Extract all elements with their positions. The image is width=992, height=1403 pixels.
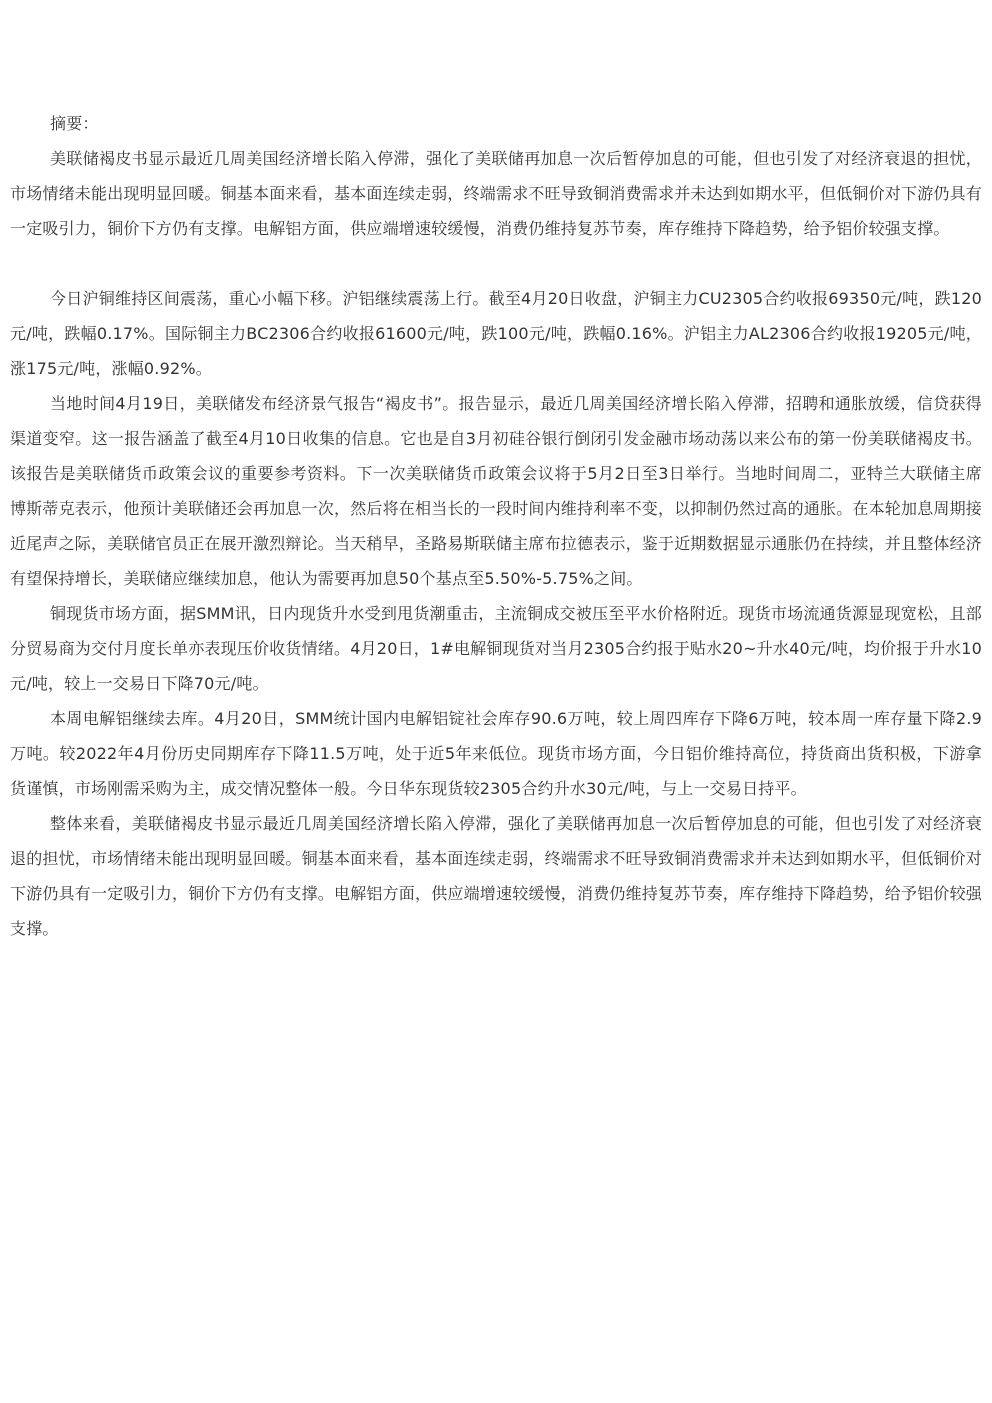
document-page [10, 106, 982, 946]
summary-heading: 摘要： [50, 114, 99, 133]
aluminum-inventory-paragraph: 本周电解铝继续去库。4月20日，SMM统计国内电解铝锭社会库存90.6万吨，较上周四库存下降6万吨，较本周一库存量下降2.9万吨。较2022年4月份历史同期库存下降11.5万吨，处于近5年来低位。现货市场方面，今日铝价维持高位，持货商出货积极，下游拿货谨慎，市场刚需采购为主，成交情况整体一般。今日华东现货较2305合约升水30元/吨，与上一交易日持平。 [10, 709, 982, 798]
market-close-paragraph: 今日沪铜维持区间震荡，重心小幅下移。沪铝继续震荡上行。截至4月20日收盘，沪铜主力CU2305合约收报69350元/吨，跌120元/吨，跌幅0.17%。国际铜主力BC2306合约收报61600元/吨，跌100元/吨，跌幅0.16%。沪铝主力AL2306合约收报19205元/吨，涨175元/吨，涨幅0.92%。 [10, 289, 982, 378]
copper-spot-paragraph: 铜现货市场方面，据SMM讯，日内现货升水受到甩货潮重击，主流铜成交被压至平水价格附近。现货市场流通货源显现宽松，且部分贸易商为交付月度长单亦表现压价收货情绪。4月20日，1#电解铜现货对当月2305合约报于贴水20~升水40元/吨，均价报于升水10元/吨，较上一交易日下降70元/吨。 [10, 604, 982, 693]
paragraph-spacer [10, 246, 982, 281]
summary-paragraph: 美联储褐皮书显示最近几周美国经济增长陷入停滞，强化了美联储再加息一次后暂停加息的可能，但也引发了对经济衰退的担忧，市场情绪未能出现明显回暖。铜基本面来看，基本面连续走弱，终端需求不旺导致铜消费需求并未达到如期水平，但低铜价对下游仍具有一定吸引力，铜价下方仍有支撑。电解铝方面，供应端增速较缓慢，消费仍维持复苏节奏，库存维持下降趋势，给予铝价较强支撑。 [10, 149, 983, 238]
conclusion-paragraph: 整体来看，美联储褐皮书显示最近几周美国经济增长陷入停滞，强化了美联储再加息一次后暂停加息的可能，但也引发了对经济衰退的担忧，市场情绪未能出现明显回暖。铜基本面来看，基本面连续走弱，终端需求不旺导致铜消费需求并未达到如期水平，但低铜价对下游仍具有一定吸引力，铜价下方仍有支撑。电解铝方面，供应端增速较缓慢，消费仍维持复苏节奏，库存维持下降趋势，给予铝价较强支撑。 [10, 814, 983, 938]
beige-book-paragraph: 当地时间4月19日，美联储发布经济景气报告“褐皮书”。报告显示，最近几周美国经济增长陷入停滞，招聘和通胀放缓，信贷获得渠道变窄。这一报告涵盖了截至4月10日收集的信息。它也是自3月初硅谷银行倒闭引发金融市场动荡以来公布的第一份美联储褐皮书。该报告是美联储货币政策会议的重要参考资料。下一次美联储货币政策会议将于5月2日至3日举行。当地时间周二，亚特兰大联储主席 博斯蒂克表示，他预计美联储还会再加息一次，然后将在相当长的一段时间内维持利率不变，以抑制仍然过高的通胀。在本轮加息周期接近尾声之际，美联储官员正在展开激烈辩论。当天稍早，圣路易斯联储主席布拉德表示，鉴于近期数据显示通胀仍在持续，并且整体经济有望保持增长，美联储应继续加息，他认为需要再加息50个基点至5.50%-5.75%之间。 [10, 394, 983, 588]
